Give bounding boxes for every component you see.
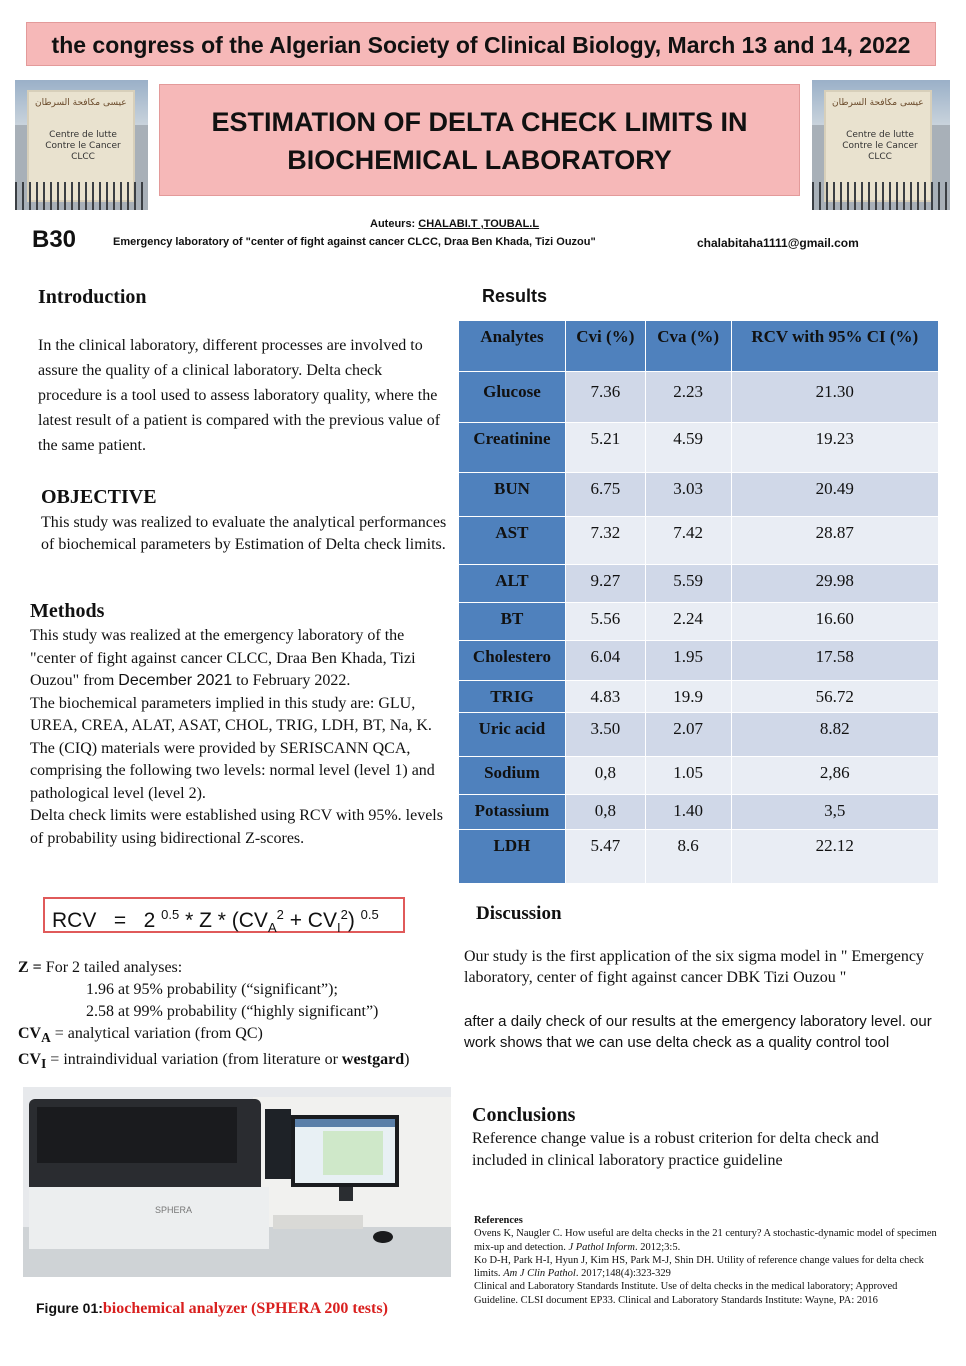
reference-2: Ko D-H, Park H-I, Hyun J, Kim HS, Park M-J, Shin DH. Utility of reference change values for delta check limits. Am J Clin Pathol. 2017;148(4):323-329: [474, 1254, 924, 1280]
objective-heading: OBJECTIVE: [41, 486, 157, 508]
cell-cvi: 0,8: [565, 757, 645, 795]
table-row: [459, 795, 939, 830]
poster-title: [159, 84, 800, 196]
cell-rcv: 22.12: [731, 830, 938, 884]
cell-cva: 19.9: [645, 681, 731, 713]
cell-analyte: LDH: [459, 830, 566, 884]
sign-arabic-text: عيسى مكافحة السرطان: [35, 98, 127, 108]
cell-cva: 4.59: [645, 423, 731, 473]
cell-analyte: AST: [459, 517, 566, 565]
conclusions-heading: Conclusions: [472, 1104, 576, 1126]
cell-cva: 3.03: [645, 473, 731, 517]
methods-paragraph-3: Delta check limits were established using RCV with 95%. levels of probability using bidirectional Z-scores.: [30, 807, 443, 847]
cell-analyte: Cholestero: [459, 641, 566, 681]
figure-caption: Figure 01:biochemical analyzer (SPHERA 200 tests): [36, 1300, 388, 1317]
cell-cva: 2.23: [645, 372, 731, 423]
sign-text: Centre de lutte Contre le Cancer CLCC: [45, 130, 121, 162]
z-definition: Z = For 2 tailed analyses:: [18, 959, 183, 976]
objective-text: This study was realized to evaluate the analytical performances of biochemical parameters by Estimation of Delta check limits.: [41, 514, 447, 553]
cell-analyte: BUN: [459, 473, 566, 517]
cell-cva: 7.42: [645, 517, 731, 565]
cell-analyte: Sodium: [459, 757, 566, 795]
cell-analyte: ALT: [459, 565, 566, 603]
clcc-sign-photo-right: [812, 80, 950, 210]
table-row: [459, 372, 939, 423]
results-heading: Results: [482, 286, 548, 306]
cell-cva: 1.05: [645, 757, 731, 795]
cell-rcv: 17.58: [731, 641, 938, 681]
references: [474, 1214, 944, 1307]
analyzer-brand: SPHERA: [155, 1205, 193, 1215]
table-row: [459, 423, 939, 473]
cell-analyte: Uric acid: [459, 713, 566, 757]
sign-text: Centre de lutte Contre le Cancer CLCC: [842, 130, 918, 162]
cell-analyte: Potassium: [459, 795, 566, 830]
cell-cvi: 6.75: [565, 473, 645, 517]
formula-definitions: [18, 957, 409, 1075]
cell-rcv: 3,5: [731, 795, 938, 830]
col-analytes: Analytes: [459, 321, 566, 372]
cell-cva: 1.40: [645, 795, 731, 830]
cell-cvi: 5.21: [565, 423, 645, 473]
methods-paragraph-2: The biochemical parameters implied in this study are: GLU, UREA, CREA, ALAT, ASAT, CHOL, TRIG, LDH, BT, Na, K. The (CIQ) materials were provided by SERISCANN QCA, comprising the following two levels: normal level (level 1) and pathological level (level 2).: [30, 694, 435, 802]
cell-rcv: 19.23: [731, 423, 938, 473]
table-row: [459, 517, 939, 565]
table-row: [459, 603, 939, 641]
discussion-heading: Discussion: [476, 903, 562, 924]
references-heading: References: [474, 1215, 523, 1226]
cell-analyte: Glucose: [459, 372, 566, 423]
cell-cvi: 4.83: [565, 681, 645, 713]
table-header-row: [459, 321, 939, 372]
cvi-definition: $CV_I$ = intraindividual variation (from literature or westgard): [18, 1051, 410, 1072]
cell-rcv: 29.98: [731, 565, 938, 603]
rcv-formula: RCV = 2 $^{0.5} * Z * (CV_A^2 + CV_I^2)$ $^{0.5}$: [43, 897, 405, 933]
cell-cvi: 7.36: [565, 372, 645, 423]
cell-cva: 2.07: [645, 713, 731, 757]
cell-cvi: 9.27: [565, 565, 645, 603]
introduction-heading: Introduction: [38, 286, 147, 308]
cell-cvi: 0,8: [565, 795, 645, 830]
col-cva: Cva (%): [645, 321, 731, 372]
cell-analyte: TRIG: [459, 681, 566, 713]
cell-cva: 2.24: [645, 603, 731, 641]
methods-paragraph-1: This study was realized at the emergency laboratory of the "center of fight against cancer CLCC, Draa Ben Khada, Tizi Ouzou" from December 2021 to February 2022.: [30, 627, 416, 689]
congress-banner: the congress of the Algerian Society of Clinical Biology, March 13 and 14, 2022: [26, 22, 936, 66]
discussion-text-1: Our study is the first application of the six sigma model in " Emergency laboratory, center of fight against cancer DBK Tizi Ouzou ": [464, 948, 924, 986]
table-row: [459, 565, 939, 603]
sign-arabic-text: عيسى مكافحة السرطان: [832, 98, 924, 108]
authors-names: CHALABI.T ,TOUBAL.L: [418, 218, 540, 230]
author-email: chalabitaha1111@gmail.com: [697, 236, 859, 250]
table-row: [459, 681, 939, 713]
table-row: [459, 713, 939, 757]
reference-1: Ovens K, Naugler C. How useful are delta checks in the 21 century? A stochastic-dynamic model of specimen mix-up and detection. J Pathol Inform. 2012;3:5.: [474, 1228, 937, 1253]
authors: [370, 218, 539, 230]
cell-cvi: 3.50: [565, 713, 645, 757]
cell-cvi: 5.47: [565, 830, 645, 884]
introduction-text: In the clinical laboratory, different processes are involved to assure the quality of a clinical laboratory. Delta check procedure is a tool used to assess laboratory quality, where the latest result of a patient is compared with the previous value of the same patient.: [38, 337, 441, 454]
cell-cva: 5.59: [645, 565, 731, 603]
cell-rcv: 2,86: [731, 757, 938, 795]
z-value-95: 1.96 at 95% probability (“significant”);: [86, 981, 338, 998]
results-table: [458, 320, 939, 884]
cell-rcv: 56.72: [731, 681, 938, 713]
cva-definition: $CV_A$ = analytical variation (from QC): [18, 1025, 263, 1046]
methods-text: [30, 625, 450, 886]
col-rcv: RCV with 95% CI (%): [731, 321, 938, 372]
methods-heading: Methods: [30, 600, 105, 622]
reference-3: Clinical and Laboratory Standards Institute. Use of delta checks in the medical laboratory; Approved Guideline. CLSI document EP33. Clinical and Laboratory Standards Institute: Wayne, PA: 2016: [474, 1281, 898, 1306]
cell-analyte: Creatinine: [459, 423, 566, 473]
cell-cva: 1.95: [645, 641, 731, 681]
cell-rcv: 8.82: [731, 713, 938, 757]
affiliation: Emergency laboratory of "center of fight against cancer CLCC, Draa Ben Khada, Tizi Ouzou": [113, 236, 596, 248]
table-row: [459, 641, 939, 681]
table-row: [459, 830, 939, 884]
analyzer-photo: [23, 1087, 451, 1277]
conclusions-text: Reference change value is a robust criterion for delta check and included in clinical laboratory practice guideline: [472, 1130, 879, 1169]
cell-rcv: 16.60: [731, 603, 938, 641]
authors-label: Auteurs:: [370, 218, 416, 230]
col-cvi: Cvi (%): [565, 321, 645, 372]
title-line-2: BIOCHEMICAL LABORATORY: [287, 145, 672, 175]
poster-code: B30: [32, 226, 77, 253]
cell-cvi: 5.56: [565, 603, 645, 641]
cell-cvi: 6.04: [565, 641, 645, 681]
table-row: [459, 473, 939, 517]
cell-rcv: 20.49: [731, 473, 938, 517]
cell-analyte: BT: [459, 603, 566, 641]
clcc-sign-photo-left: [15, 80, 148, 210]
cell-cva: 8.6: [645, 830, 731, 884]
z-value-99: 2.58 at 99% probability (“highly significant”): [86, 1003, 379, 1020]
table-row: [459, 757, 939, 795]
title-line-1: ESTIMATION OF DELTA CHECK LIMITS IN: [211, 107, 748, 137]
discussion-text-2: after a daily check of our results at the emergency laboratory level. our work shows that we can use delta check as a quality control tool: [464, 1013, 932, 1051]
cell-cvi: 7.32: [565, 517, 645, 565]
cell-rcv: 21.30: [731, 372, 938, 423]
cell-rcv: 28.87: [731, 517, 938, 565]
